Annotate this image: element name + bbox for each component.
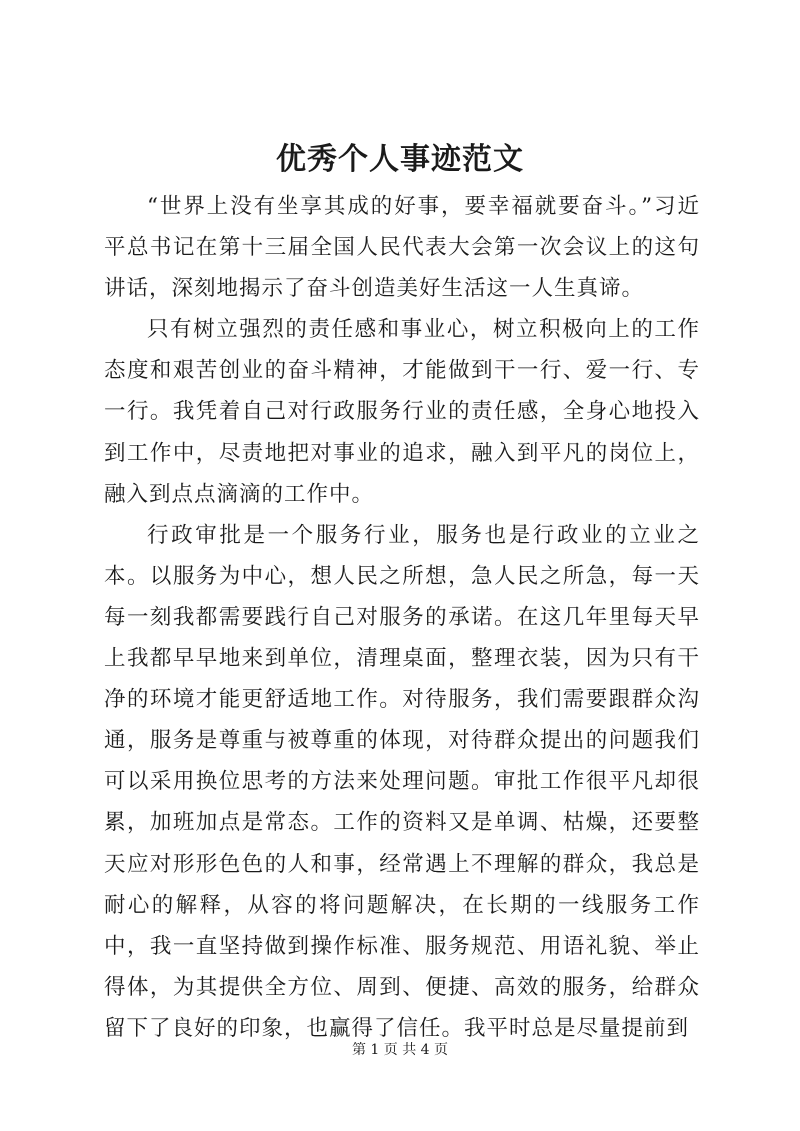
document-body — [104, 186, 700, 1049]
page-footer: 第 1 页 共 4 页 — [351, 1042, 449, 1058]
paragraph-3: 行政审批是一个服务行业，服务也是行政业的立业之本。以服务为中心，想人民之所想，急人民之所急，每一天每一刻我都需要践行自己对服务的承诺。在这几年里每天早上我都早早地来到单位，清理桌面，整理衣装，因为只有干净的环境才能更舒适地工作。对待服务，我们需要跟群众沟通，服务是尊重与被尊重的体现，对待群众提出的问题我们可以采用换位思考的方法来处理问题。审批工作很平凡却很累，加班加点是常态。工作的资料又是单调、枯燥，还要整天应对形形色色的人和事，经常遇上不理解的群众，我总是耐心的解释，从容的将问题解决，在长期的一线服务工作中，我一直坚持做到操作标准、服务规范、用语礼貌、举止得体，为其提供全方位、周到、便捷、高效的服务，给群众留下了良好的印象，也赢得了信任。我平时总是尽量提前到 — [104, 522, 700, 1041]
document-title: 优秀个人事迹范文 — [276, 142, 524, 177]
paragraph-1: “世界上没有坐享其成的好事，要幸福就要奋斗。”习近平总书记在第十三届全国人民代表大会第一次会议上的这句讲话，深刻地揭示了奋斗创造美好生活这一人生真谛。 — [104, 194, 700, 302]
paragraph-2: 只有树立强烈的责任感和事业心，树立积极向上的工作态度和艰苦创业的奋斗精神，才能做到干一行、爱一行、专一行。我凭着自己对行政服务行业的责任感，全身心地投入到工作中，尽责地把对事业的追求，融入到平凡的岗位上，融入到点点滴滴的工作中。 — [104, 317, 700, 507]
